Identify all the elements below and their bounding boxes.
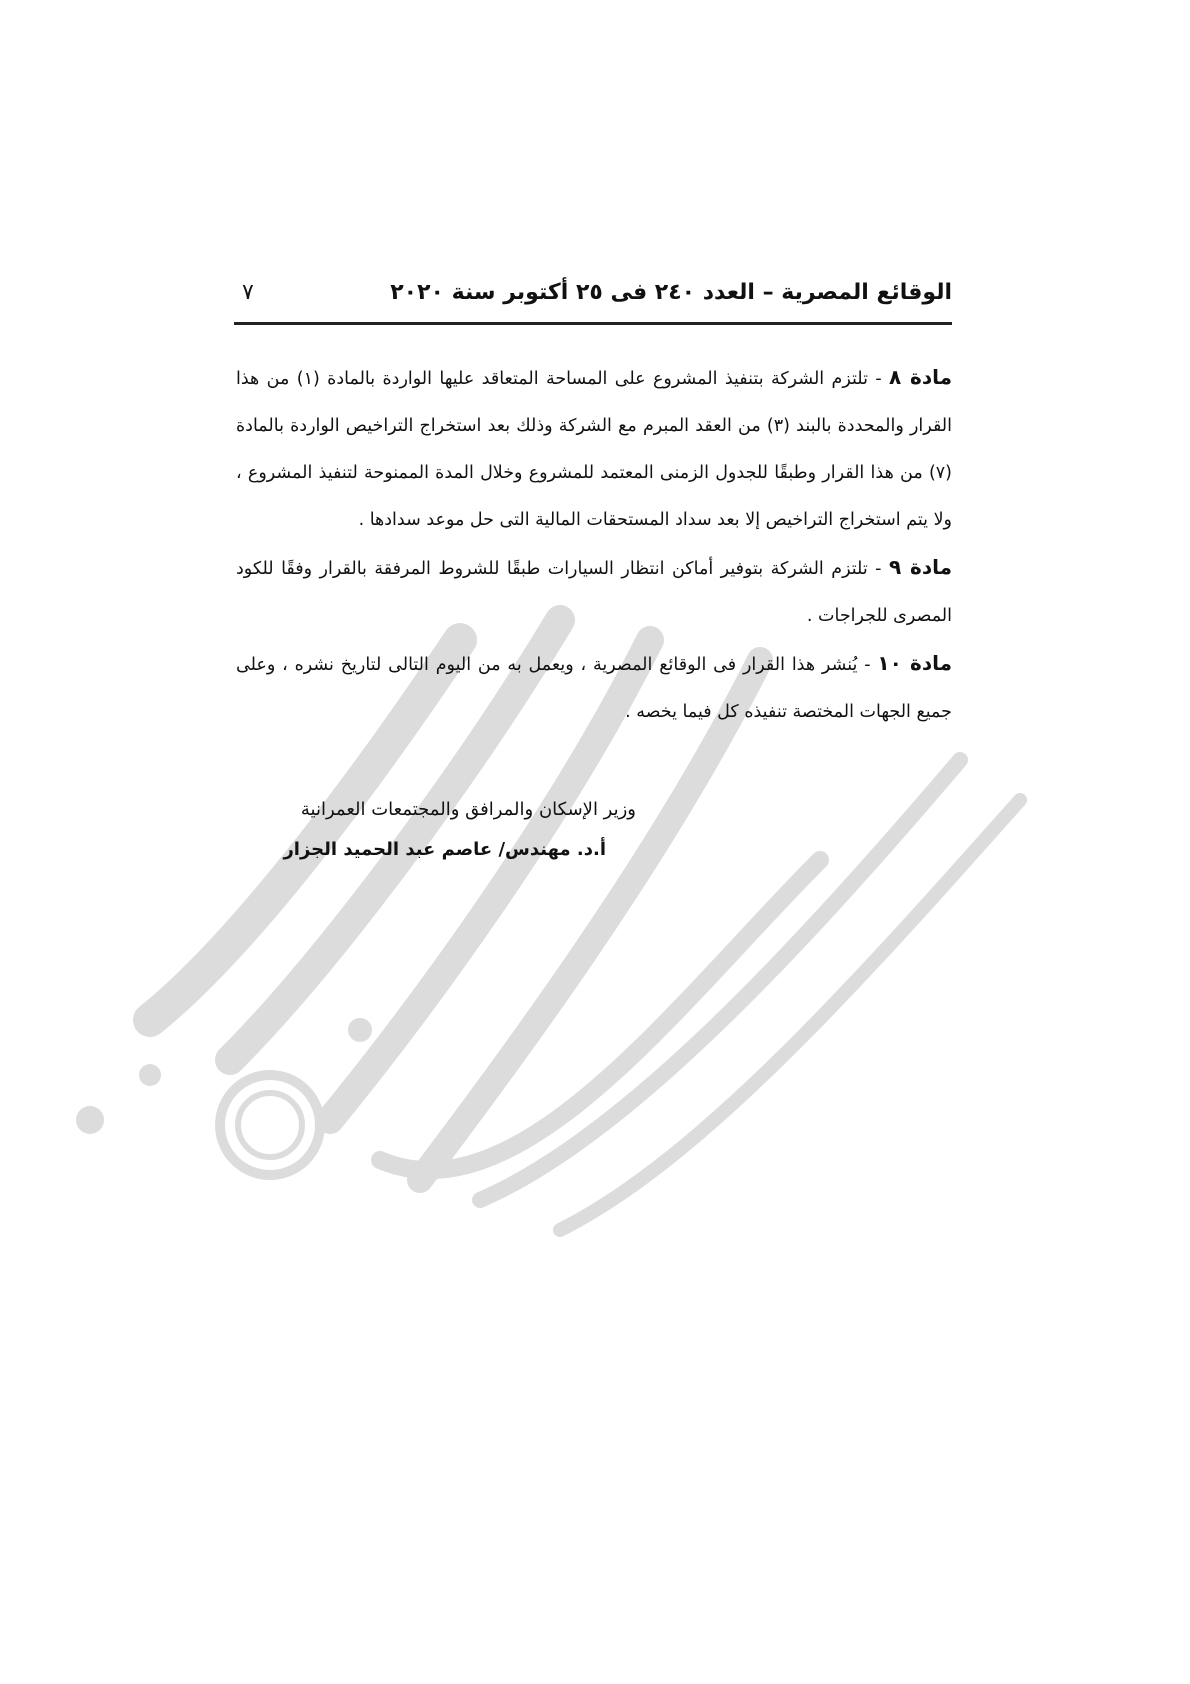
page-number: ٧ [242, 279, 254, 305]
article-8 [236, 354, 952, 544]
signature-block [236, 790, 636, 870]
article-text: - تلتزم الشركة بتنفيذ المشروع على المساحة المتعاقد عليها الواردة بالمادة (١) من هذا القرار والمحددة بالبند (٣) من العقد المبرم مع الشركة وذلك بعد استخراج التراخيص الواردة بالمادة (٧) من هذا القرار وطبقًا للجدول الزمنى المعتمد للمشروع وخلال المدة الممنوحة لتنفيذ المشروع ، ولا يتم استخراج التراخيص إلا بعد سداد المستحقات المالية التى حل موعد سدادها . [236, 369, 952, 530]
gazette-title: الوقائع المصرية – العدد ٢٤٠ فى ٢٥ أكتوبر سنة ٢٠٢٠ [390, 279, 952, 305]
document-body [236, 354, 952, 736]
minister-name: أ.د. مهندس/ عاصم عبد الحميد الجزار [283, 839, 606, 860]
header-rule [234, 322, 952, 325]
article-10 [236, 640, 952, 736]
page-header [242, 272, 952, 312]
article-label: مادة ٨ [889, 365, 952, 389]
article-text: - يُنشر هذا القرار فى الوقائع المصرية ، ويعمل به من اليوم التالى لتاريخ نشره ، وعلى جميع الجهات المختصة تنفيذه كل فيما يخصه . [236, 655, 952, 722]
article-label: مادة ١٠ [877, 651, 952, 675]
article-9 [236, 544, 952, 640]
minister-title: وزير الإسكان والمرافق والمجتمعات العمرانية [300, 799, 636, 820]
article-text: - تلتزم الشركة بتوفير أماكن انتظار السيارات طبقًا للشروط المرفقة بالقرار وفقًا للكود المصرى للجراجات . [236, 559, 952, 626]
article-label: مادة ٩ [888, 555, 952, 579]
